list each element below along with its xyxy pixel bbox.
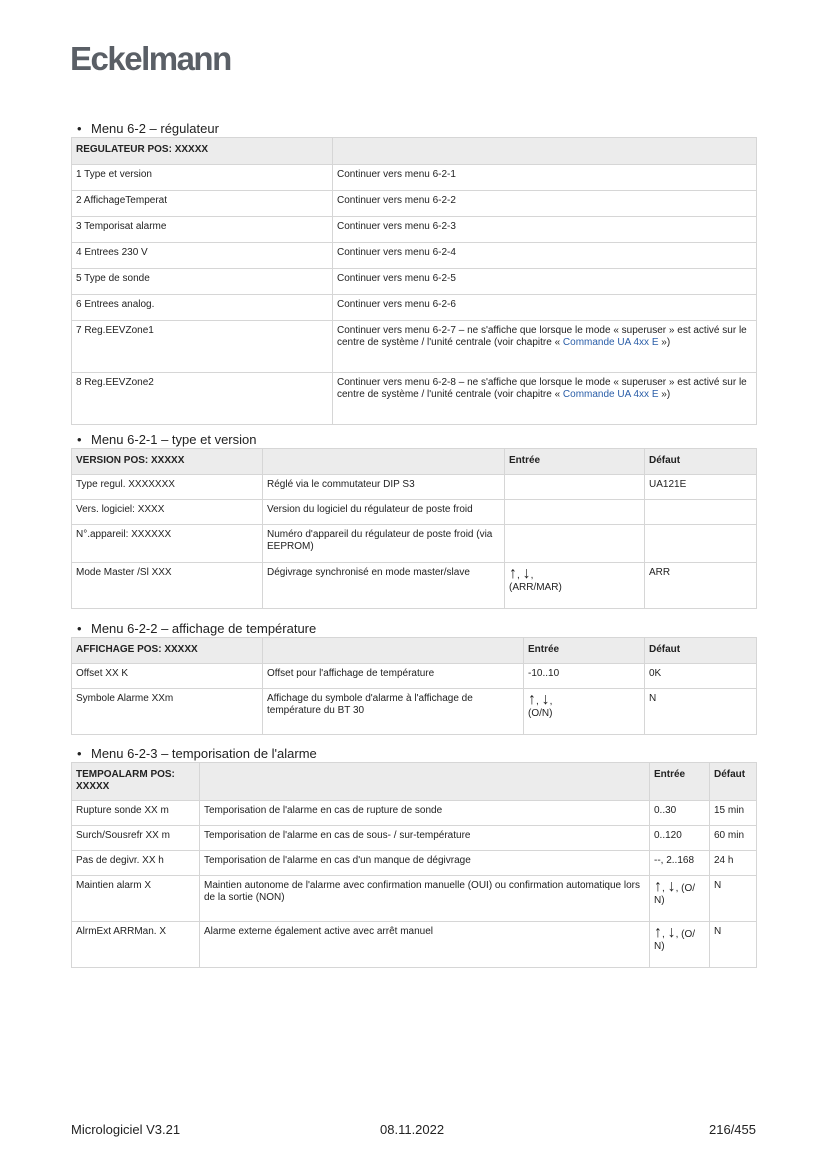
row-label: 7 Reg.EEVZone1 bbox=[72, 321, 333, 373]
header-cell: Défaut bbox=[645, 449, 757, 475]
row-label: 2 AffichageTemperat bbox=[72, 191, 333, 217]
table-row bbox=[72, 500, 757, 525]
table-row bbox=[72, 217, 757, 243]
row-label: 6 Entrees analog. bbox=[72, 295, 333, 321]
table-row bbox=[72, 243, 757, 269]
header-cell: Défaut bbox=[710, 763, 757, 801]
table-header-row bbox=[72, 138, 757, 165]
cell: Maintien autonome de l'alarme avec confirmation manuelle (OUI) ou confirmation automatique lors de la sortie (NON) bbox=[200, 876, 650, 922]
cell: Type regul. XXXXXXX bbox=[72, 475, 263, 500]
row-value: Continuer vers menu 6-2-3 bbox=[333, 217, 757, 243]
header-cell: Entrée bbox=[650, 763, 710, 801]
header-cell bbox=[263, 638, 524, 664]
cell: Offset pour l'affichage de température bbox=[263, 664, 524, 689]
arrow-down-icon: ↓ bbox=[541, 691, 550, 708]
table-row bbox=[72, 191, 757, 217]
cell: Numéro d'appareil du régulateur de poste froid (via EEPROM) bbox=[263, 525, 505, 563]
header-cell bbox=[263, 449, 505, 475]
table-row bbox=[72, 295, 757, 321]
table-row bbox=[72, 269, 757, 295]
table-row bbox=[72, 922, 757, 968]
cell: -10..10 bbox=[524, 664, 645, 689]
section-heading: • Menu 6-2 – régulateur bbox=[77, 121, 219, 136]
row-value: Continuer vers menu 6-2-2 bbox=[333, 191, 757, 217]
cell: ↑, ↓, (O/ N) bbox=[650, 922, 710, 968]
arrow-up-icon: ↑ bbox=[654, 878, 662, 895]
table-row bbox=[72, 689, 757, 735]
table-header-row bbox=[72, 638, 757, 664]
row-value: Continuer vers menu 6-2-5 bbox=[333, 269, 757, 295]
table-header-row bbox=[72, 449, 757, 475]
cell: Temporisation de l'alarme en cas de rupture de sonde bbox=[200, 801, 650, 826]
chapter-link[interactable]: Commande UA 4xx E bbox=[562, 337, 659, 348]
arrow-down-icon: ↓ bbox=[667, 878, 676, 895]
header-cell: Entrée bbox=[505, 449, 645, 475]
cell: Dégivrage synchronisé en mode master/slave bbox=[263, 563, 505, 609]
table-row bbox=[72, 801, 757, 826]
cell: N bbox=[710, 922, 757, 968]
cell: 0..120 bbox=[650, 826, 710, 851]
arrow-up-icon: ↑ bbox=[528, 691, 536, 708]
table-row bbox=[72, 165, 757, 191]
version-table bbox=[71, 448, 757, 609]
cell: Affichage du symbole d'alarme à l'affichage de température du BT 30 bbox=[263, 689, 524, 735]
section-heading: • Menu 6-2-3 – temporisation de l'alarme bbox=[77, 746, 317, 761]
section-menu-6-2-3 bbox=[71, 745, 756, 968]
footer-firmware: Micrologiciel V3.21 bbox=[71, 1122, 181, 1137]
header-cell: TEMPOALARM POS: XXXXX bbox=[72, 763, 200, 801]
cell: Symbole Alarme XXm bbox=[72, 689, 263, 735]
cell: Temporisation de l'alarme en cas de sous- / sur-température bbox=[200, 826, 650, 851]
header-cell: AFFICHAGE POS: XXXXX bbox=[72, 638, 263, 664]
cell: Alarme externe également active avec arrêt manuel bbox=[200, 922, 650, 968]
footer-page-number: 216/455 bbox=[709, 1122, 756, 1137]
cell: 0..30 bbox=[650, 801, 710, 826]
row-label: 3 Temporisat alarme bbox=[72, 217, 333, 243]
cell: --, 2..168 bbox=[650, 851, 710, 876]
row-label: 8 Reg.EEVZone2 bbox=[72, 373, 333, 425]
table-row bbox=[72, 563, 757, 609]
cell bbox=[645, 525, 757, 563]
cell bbox=[505, 500, 645, 525]
cell: 60 min bbox=[710, 826, 757, 851]
cell: Surch/Sousrefr XX m bbox=[72, 826, 200, 851]
row-value: Continuer vers menu 6-2-1 bbox=[333, 165, 757, 191]
table-row bbox=[72, 851, 757, 876]
tempoalarm-table bbox=[71, 762, 757, 968]
header-cell: VERSION POS: XXXXX bbox=[72, 449, 263, 475]
cell: Rupture sonde XX m bbox=[72, 801, 200, 826]
cell: ↑, ↓, (O/ N) bbox=[650, 876, 710, 922]
row-value: Continuer vers menu 6-2-4 bbox=[333, 243, 757, 269]
arrow-up-icon: ↑ bbox=[654, 924, 662, 941]
row-label: 4 Entrees 230 V bbox=[72, 243, 333, 269]
cell: 24 h bbox=[710, 851, 757, 876]
cell: Vers. logiciel: XXXX bbox=[72, 500, 263, 525]
header-cell bbox=[200, 763, 650, 801]
header-cell: Entrée bbox=[524, 638, 645, 664]
cell bbox=[505, 525, 645, 563]
section-heading: • Menu 6-2-2 – affichage de température bbox=[77, 621, 317, 636]
cell: Réglé via le commutateur DIP S3 bbox=[263, 475, 505, 500]
cell: ↑, ↓, (ARR/MAR) bbox=[505, 563, 645, 609]
row-value: Continuer vers menu 6-2-8 – ne s'affiche que lorsque le mode « superuser » est activé sur le centre de système / l'unité centrale (voir chapitre « Commande UA 4xx E ») bbox=[333, 373, 757, 425]
footer-date: 08.11.2022 bbox=[380, 1122, 445, 1137]
header-cell: REGULATEUR POS: XXXXX bbox=[72, 138, 333, 165]
cell: N bbox=[645, 689, 757, 735]
section-menu-6-2-1 bbox=[71, 431, 756, 609]
cell bbox=[645, 500, 757, 525]
row-label: 1 Type et version bbox=[72, 165, 333, 191]
section-menu-6-2-2 bbox=[71, 620, 756, 735]
table-row bbox=[72, 826, 757, 851]
table-row bbox=[72, 664, 757, 689]
table-row bbox=[72, 876, 757, 922]
table-row bbox=[72, 475, 757, 500]
table-header-row bbox=[72, 763, 757, 801]
section-menu-6-2 bbox=[71, 120, 756, 425]
menu-table bbox=[71, 137, 757, 425]
arrow-down-icon: ↓ bbox=[522, 565, 531, 582]
cell: Version du logiciel du régulateur de poste froid bbox=[263, 500, 505, 525]
table-row bbox=[72, 525, 757, 563]
cell: N bbox=[710, 876, 757, 922]
chapter-link[interactable]: Commande UA 4xx E bbox=[562, 389, 659, 400]
cell: 15 min bbox=[710, 801, 757, 826]
section-heading: • Menu 6-2-1 – type et version bbox=[77, 432, 257, 447]
arrow-down-icon: ↓ bbox=[667, 924, 676, 941]
cell: Pas de degivr. XX h bbox=[72, 851, 200, 876]
table-row bbox=[72, 321, 757, 373]
cell: N°.appareil: XXXXXX bbox=[72, 525, 263, 563]
cell: Maintien alarm X bbox=[72, 876, 200, 922]
cell: 0K bbox=[645, 664, 757, 689]
cell: Temporisation de l'alarme en cas d'un manque de dégivrage bbox=[200, 851, 650, 876]
cell: UA121E bbox=[645, 475, 757, 500]
table-row bbox=[72, 373, 757, 425]
cell: Mode Master /Sl XXX bbox=[72, 563, 263, 609]
cell: Offset XX K bbox=[72, 664, 263, 689]
cell: ↑, ↓, (O/N) bbox=[524, 689, 645, 735]
arrow-up-icon: ↑ bbox=[509, 565, 517, 582]
cell bbox=[505, 475, 645, 500]
header-cell: Défaut bbox=[645, 638, 757, 664]
row-label: 5 Type de sonde bbox=[72, 269, 333, 295]
header-cell bbox=[333, 138, 757, 165]
row-value: Continuer vers menu 6-2-7 – ne s'affiche que lorsque le mode « superuser » est activé sur le centre de système / l'unité centrale (voir chapitre « Commande UA 4xx E ») bbox=[333, 321, 757, 373]
cell: AlrmExt ARRMan. X bbox=[72, 922, 200, 968]
row-value: Continuer vers menu 6-2-6 bbox=[333, 295, 757, 321]
company-logo: Eckelmann bbox=[70, 40, 231, 77]
affichage-table bbox=[71, 637, 757, 735]
cell: ARR bbox=[645, 563, 757, 609]
